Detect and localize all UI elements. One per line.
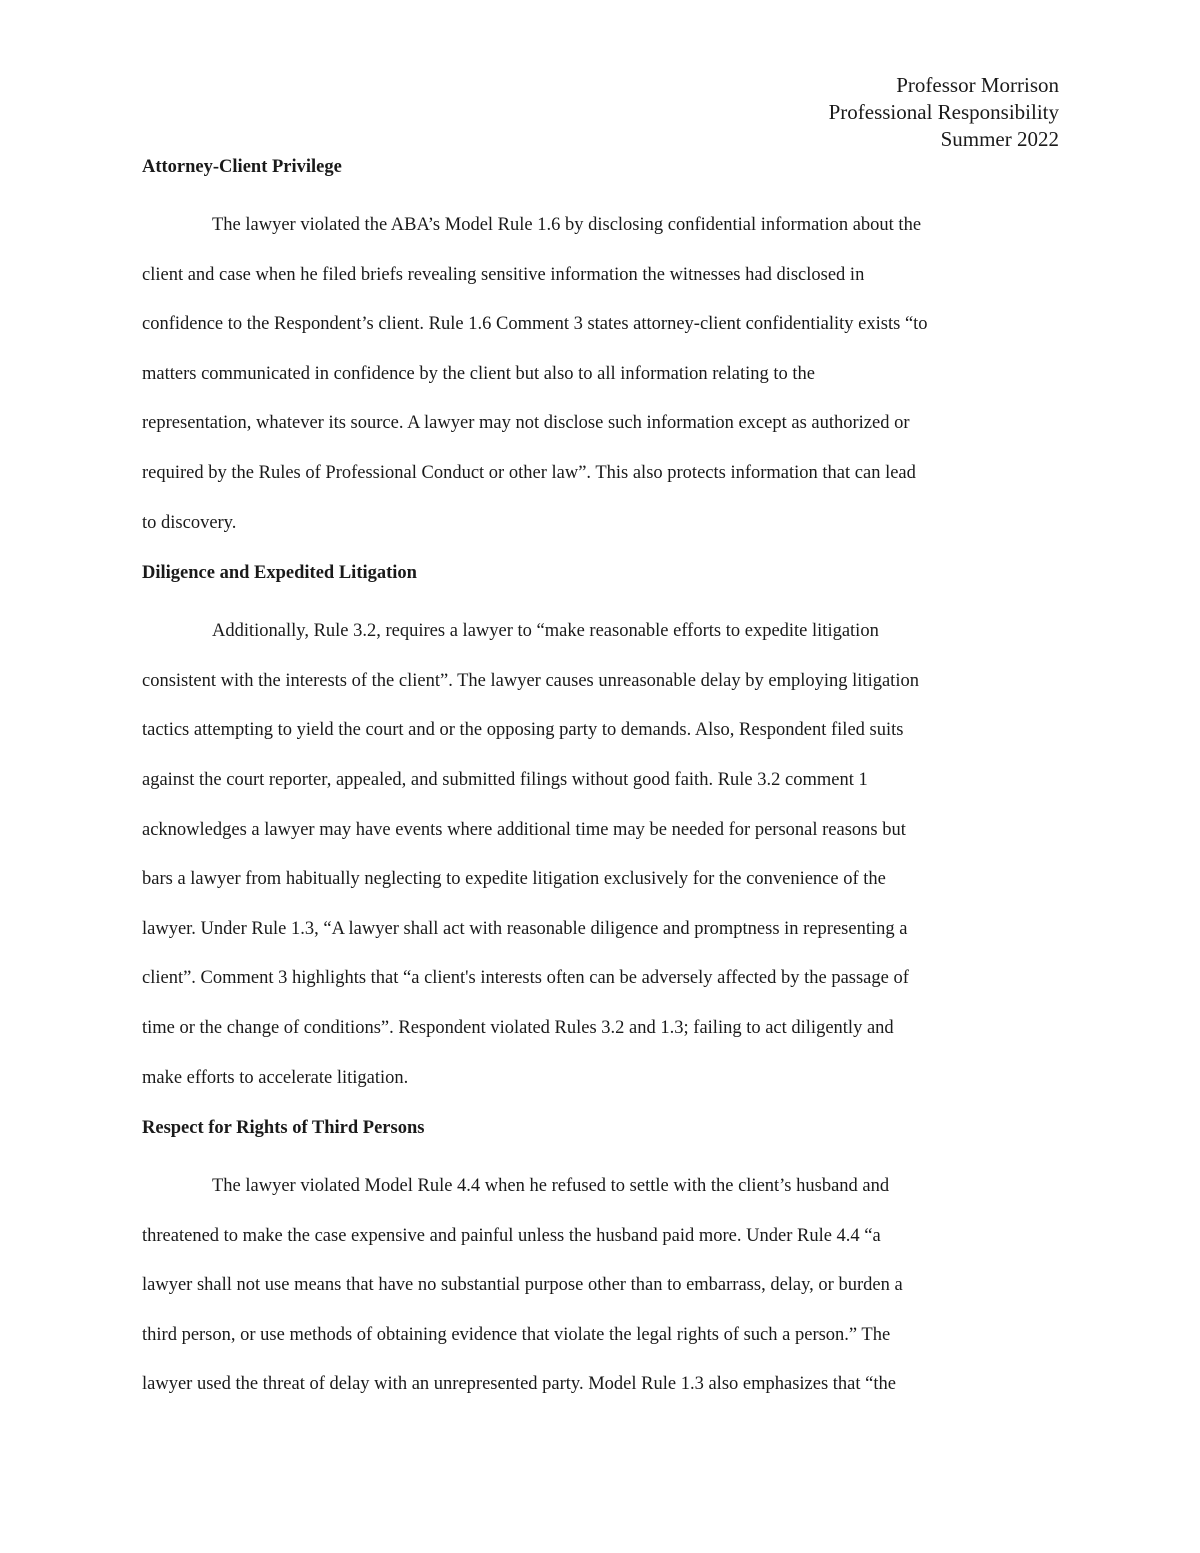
text-line: third person, or use methods of obtaining evidence that violate the legal rights of such a person.” The xyxy=(142,1324,891,1345)
text-line: required by the Rules of Professional Conduct or other law”. This also protects information that can lead xyxy=(142,462,916,483)
text-line: client”. Comment 3 highlights that “a client's interests often can be adversely affected by the passage of xyxy=(142,968,909,989)
text-line: Additionally, Rule 3.2, requires a lawyer to “make reasonable efforts to expedite litigation xyxy=(212,621,879,642)
text-line: representation, whatever its source. A lawyer may not disclose such information except as authorized or xyxy=(142,413,910,434)
text-line: The lawyer violated Model Rule 4.4 when he refused to settle with the client’s husband and xyxy=(212,1176,890,1197)
text-line: lawyer used the threat of delay with an unrepresented party. Model Rule 1.3 also emphasizes that “the xyxy=(142,1374,896,1395)
text-line: lawyer. Under Rule 1.3, “A lawyer shall act with reasonable diligence and promptness in representing a xyxy=(142,918,908,939)
text-line: The lawyer violated the ABA’s Model Rule 1.6 by disclosing confidential information about the xyxy=(212,215,922,235)
paragraph xyxy=(142,201,1060,548)
document-header xyxy=(829,72,1059,153)
section-respect-third-persons xyxy=(142,1113,1060,1410)
course-name: Professional Responsibility xyxy=(828,100,1059,124)
text-line: matters communicated in confidence by the client but also to all information relating to the xyxy=(142,363,815,384)
section-diligence-expedited-litigation xyxy=(142,558,1060,1103)
text-line: threatened to make the case expensive and painful unless the husband paid more. Under Rule 4.4 “a xyxy=(142,1225,881,1246)
section-heading: Attorney-Client Privilege xyxy=(142,157,342,177)
text-line: confidence to the Respondent’s client. Rule 1.6 Comment 3 states attorney-client confidentiality exists “to xyxy=(142,314,928,335)
text-line: to discovery. xyxy=(142,512,237,533)
text-line: client and case when he filed briefs revealing sensitive information the witnesses had disclosed in xyxy=(142,264,865,285)
text-line: lawyer shall not use means that have no substantial purpose other than to embarrass, delay, or burden a xyxy=(142,1275,903,1296)
term: Summer 2022 xyxy=(940,127,1059,151)
section-heading: Diligence and Expedited Litigation xyxy=(142,563,417,584)
text-line: consistent with the interests of the client”. The lawyer causes unreasonable delay by employing litigation xyxy=(142,670,919,691)
document-body xyxy=(142,152,1060,1410)
paragraph xyxy=(142,1162,1060,1410)
professor-name: Professor Morrison xyxy=(896,73,1059,97)
text-line: make efforts to accelerate litigation. xyxy=(142,1067,409,1088)
section-heading: Respect for Rights of Third Persons xyxy=(142,1118,425,1139)
text-line: tactics attempting to yield the court and or the opposing party to demands. Also, Respondent filed suits xyxy=(142,720,904,741)
text-line: acknowledges a lawyer may have events where additional time may be needed for personal reasons but xyxy=(142,819,906,840)
section-attorney-client-privilege xyxy=(142,152,1060,548)
text-line: bars a lawyer from habitually neglecting to expedite litigation exclusively for the convenience of the xyxy=(142,869,886,890)
paragraph xyxy=(142,607,1060,1103)
text-line: time or the change of conditions”. Respondent violated Rules 3.2 and 1.3; failing to act diligently and xyxy=(142,1017,894,1038)
text-line: against the court reporter, appealed, and submitted filings without good faith. Rule 3.2 comment 1 xyxy=(142,769,868,790)
